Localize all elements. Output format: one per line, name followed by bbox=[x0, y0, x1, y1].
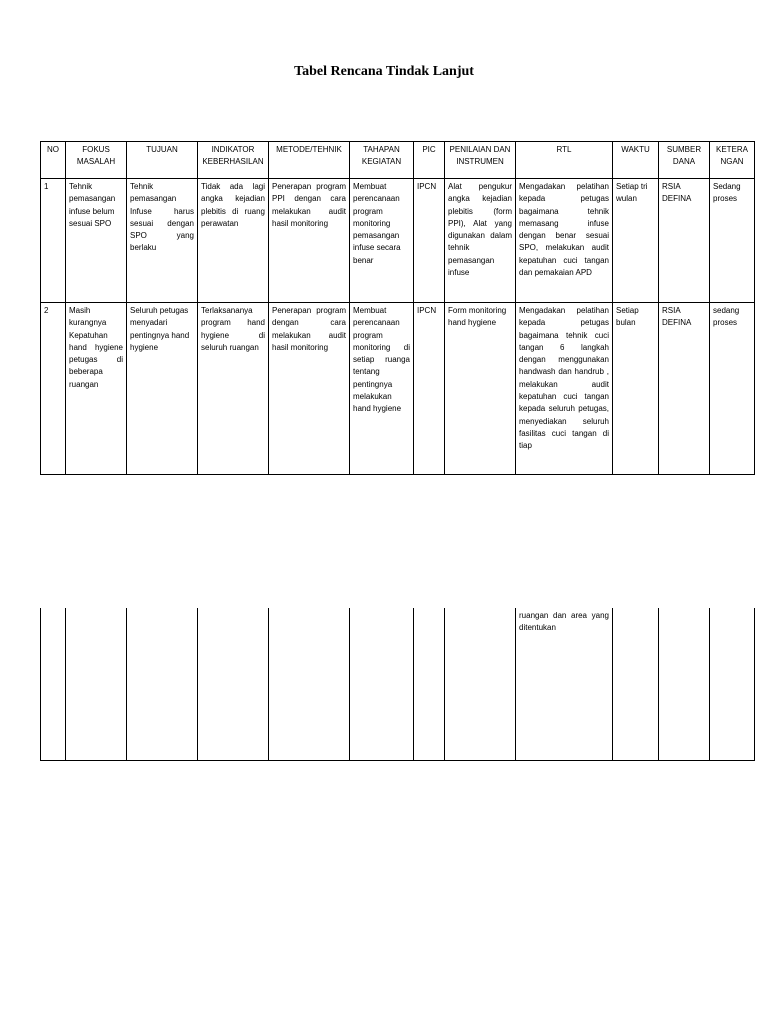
header-rtl: RTL bbox=[516, 142, 613, 179]
empty-cell bbox=[659, 608, 710, 760]
header-pic: PIC bbox=[414, 142, 445, 179]
header-tujuan: TUJUAN bbox=[127, 142, 198, 179]
empty-cell bbox=[445, 608, 516, 760]
cell-fokus-masalah: Tehnik pemasangan infuse belum sesuai SPO bbox=[66, 179, 127, 303]
cell-penilaian: Form monitoring hand hygiene bbox=[445, 303, 516, 475]
header-no: NO bbox=[41, 142, 66, 179]
empty-cell bbox=[41, 608, 66, 760]
cell-metode: Penerapan program PPI dengan cara melakukan audit hasil monitoring bbox=[269, 179, 350, 303]
cell-indikator: Terlaksananya program hand hygiene di seluruh ruangan bbox=[198, 303, 269, 475]
cell-rtl-continued: ruangan dan area yang ditentukan bbox=[516, 608, 613, 760]
header-metode-tehnik: METODE/TEHNIK bbox=[269, 142, 350, 179]
cell-no: 1 bbox=[41, 179, 66, 303]
action-plan-table bbox=[40, 141, 755, 475]
cell-no: 2 bbox=[41, 303, 66, 475]
cell-metode: Penerapan program dengan cara melakukan audit hasil monitoring bbox=[269, 303, 350, 475]
cell-tujuan: Seluruh petugas menyadari pentingnya hand hygiene bbox=[127, 303, 198, 475]
cell-tujuan: Tehnik pemasangan Infuse harus sesuai dengan SPO yang berlaku bbox=[127, 179, 198, 303]
cell-tahapan: Membuat perencanaan program monitoring pemasangan infuse secara benar bbox=[350, 179, 414, 303]
cell-waktu: Setiap tri wulan bbox=[613, 179, 659, 303]
cell-pic: IPCN bbox=[414, 179, 445, 303]
empty-cell bbox=[269, 608, 350, 760]
empty-cell bbox=[66, 608, 127, 760]
cell-sumber-dana: RSIA DEFINA bbox=[659, 179, 710, 303]
header-tahapan-kegiatan: TAHAPAN KEGIATAN bbox=[350, 142, 414, 179]
header-fokus-masalah: FOKUS MASALAH bbox=[66, 142, 127, 179]
header-waktu: WAKTU bbox=[613, 142, 659, 179]
header-keterangan: KETERA NGAN bbox=[710, 142, 755, 179]
cell-rtl: Mengadakan pelatihan kepada petugas bagaimana tehnik cuci tangan 6 langkah dengan menggunakan handwash dan handrub , melakukan audit kepatuhan cuci tangan kepada seluruh petugas, menyediakan seluruh fasilitas cuci tangan di tiap bbox=[516, 303, 613, 475]
continuation-table bbox=[40, 608, 755, 761]
header-penilaian-instrumen: PENILAIAN DAN INSTRUMEN bbox=[445, 142, 516, 179]
table-row bbox=[41, 303, 755, 475]
empty-cell bbox=[350, 608, 414, 760]
empty-cell bbox=[414, 608, 445, 760]
cell-pic: IPCN bbox=[414, 303, 445, 475]
empty-cell bbox=[613, 608, 659, 760]
empty-cell bbox=[198, 608, 269, 760]
cell-rtl: Mengadakan pelatihan kepada petugas bagaimana tehnik memasang infuse dengan benar sesuai SPO, melakukan audit kepatuhan cuci tangan dan pemakaian APD bbox=[516, 179, 613, 303]
table-row bbox=[41, 608, 755, 760]
cell-penilaian: Alat pengukur angka kejadian plebitis (form PPI), Alat yang digunakan dalam tehnik pemasangan infuse bbox=[445, 179, 516, 303]
cell-keterangan: Sedang proses bbox=[710, 179, 755, 303]
cell-tahapan: Membuat perencanaan program monitoring di setiap ruanga tentang pentingnya melakukan hand hygiene bbox=[350, 303, 414, 475]
header-indikator-keberhasilan: INDIKATOR KEBERHASILAN bbox=[198, 142, 269, 179]
table-header-row bbox=[41, 142, 755, 179]
cell-waktu: Setiap bulan bbox=[613, 303, 659, 475]
cell-fokus-masalah: Masih kurangnya Kepatuhan hand hygiene petugas di beberapa ruangan bbox=[66, 303, 127, 475]
cell-sumber-dana: RSIA DEFINA bbox=[659, 303, 710, 475]
empty-cell bbox=[710, 608, 755, 760]
cell-indikator: Tidak ada lagi angka kejadian plebitis di ruang perawatan bbox=[198, 179, 269, 303]
header-sumber-dana: SUMBER DANA bbox=[659, 142, 710, 179]
table-row bbox=[41, 179, 755, 303]
empty-cell bbox=[127, 608, 198, 760]
page-title: Tabel Rencana Tindak Lanjut bbox=[294, 64, 474, 79]
cell-keterangan: sedang proses bbox=[710, 303, 755, 475]
